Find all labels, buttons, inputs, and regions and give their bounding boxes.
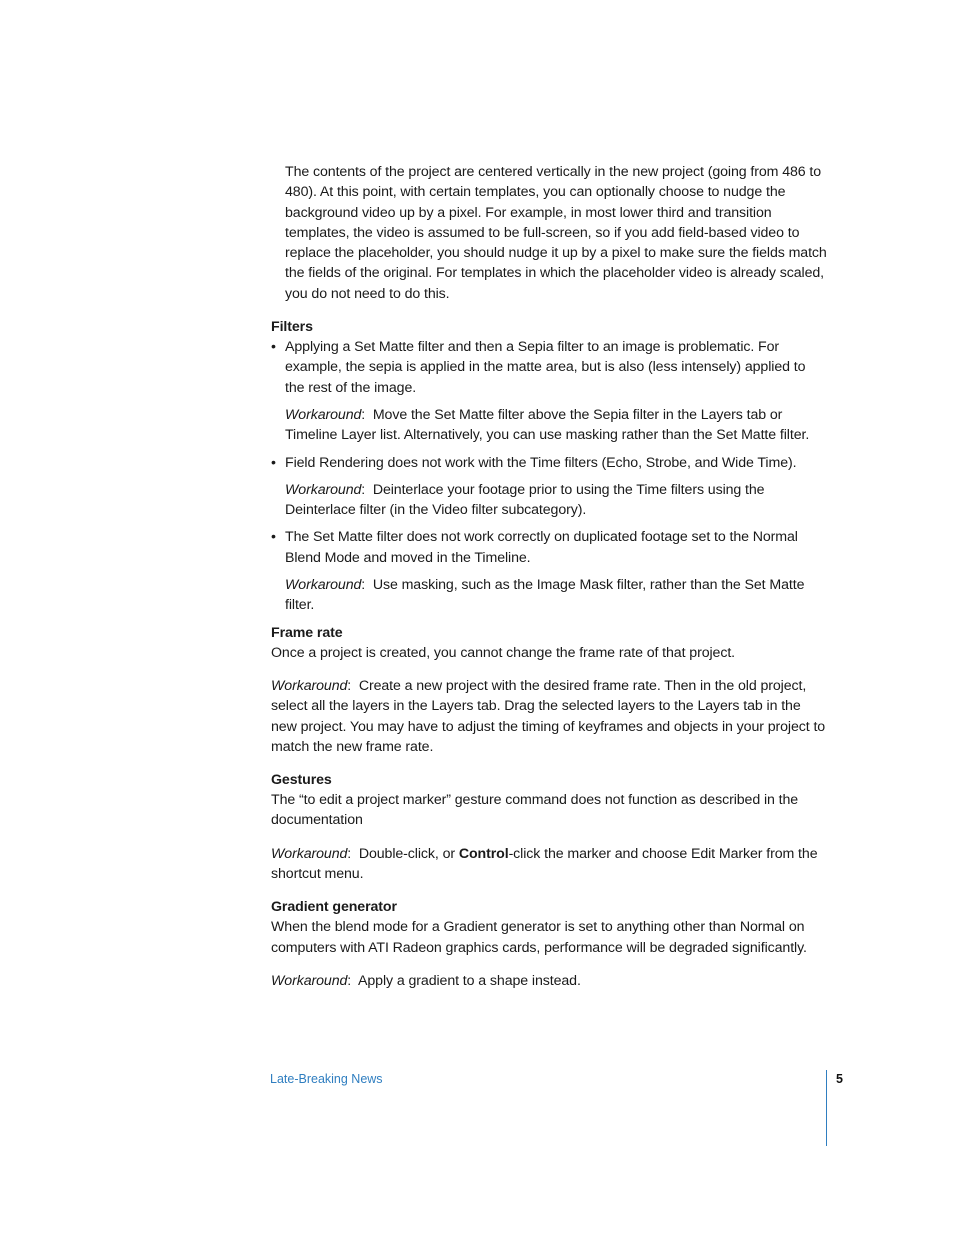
gestures-workaround-after: -click the marker and choose Edit Marker from the shortcut menu. xyxy=(271,845,818,883)
frame-rate-heading: Frame rate xyxy=(271,624,343,641)
filters-item-3 xyxy=(271,527,827,568)
gestures-workaround: Workaround: Double-click, or Control-click the marker and choose Edit Marker from the shortcut menu. xyxy=(271,845,818,883)
filters-heading: Filters xyxy=(271,319,313,336)
gradient-workaround-text: Apply a gradient to a shape instead. xyxy=(358,972,581,989)
page-number: 5 xyxy=(836,1072,843,1086)
bullet-marker: • xyxy=(271,339,276,356)
bullet-marker: • xyxy=(271,529,276,546)
filters-item-2 xyxy=(271,453,827,473)
workaround-label: Workaround xyxy=(271,972,348,989)
gestures-workaround-key: Control xyxy=(458,845,509,862)
filters-item-1-workaround: Workaround: Move the Set Matte filter above the Sepia filter in the Layers tab or Timeline Layer list. Alternatively, you can use masking rather than the Set Matte filter. xyxy=(285,406,810,444)
workaround-label: Workaround xyxy=(285,481,362,498)
filters-item-3-text: The Set Matte filter does not work correctly on duplicated footage set to the Normal Blend Mode and moved in the Timeline. xyxy=(285,529,798,566)
frame-rate-text: Once a project is created, you cannot change the frame rate of that project. xyxy=(271,644,736,661)
gradient-workaround: Workaround: Apply a gradient to a shape instead. xyxy=(271,972,581,989)
filters-item-1-text: Applying a Set Matte filter and then a Sepia filter to an image is problematic. For example, the sepia is applied in the matte area, but is also (less intensely) applied to the rest of the image. xyxy=(285,339,806,396)
gradient-text: When the blend mode for a Gradient generator is set to anything other than Normal on computers with ATI Radeon graphics cards, performance will be degraded significantly. xyxy=(271,919,807,956)
workaround-label: Workaround xyxy=(271,677,348,694)
filters-item-2-workaround: Workaround: Deinterlace your footage prior to using the Time filters using the Deinterlace filter (in the Video filter subcategory). xyxy=(285,481,765,519)
filters-item-2-text: Field Rendering does not work with the Time filters (Echo, Strobe, and Wide Time). xyxy=(285,454,797,471)
filters-item-1 xyxy=(271,337,827,398)
frame-rate-workaround: Workaround: Create a new project with the desired frame rate. Then in the old project, select all the layers in the Layers tab. Drag the selected layers to the Layers tab in the new project. You may have to adjust the timing of keyframes and objects in your project to match the new frame rate. xyxy=(271,677,826,755)
filters-section xyxy=(271,317,827,616)
intro-paragraph: The contents of the project are centered vertically in the new project (going from 486 to 480). At this point, with certain templates, you can optionally choose to nudge the background video up by a pixel. For example, in most lower third and transition templates, the video is assumed to be full-screen, so if you add field-based video to replace the placeholder, you should nudge it up by a pixel to make sure the fields match the fields of the original. For templates in which the placeholder video is already scaled, you do not need to do this. xyxy=(285,164,827,302)
frame-rate-workaround-text: Create a new project with the desired frame rate. Then in the old project, select all the layers in the Layers tab. Drag the selected layers to the Layers tab in the new project. You may have to adjust the timing of keyframes and objects in your project to match the new frame rate. xyxy=(271,677,826,755)
gestures-section xyxy=(271,770,827,884)
workaround-label: Workaround xyxy=(285,577,362,594)
filters-item-3-workaround-text: Use masking, such as the Image Mask filter, rather than the Set Matte filter. xyxy=(285,577,805,614)
gradient-section xyxy=(271,897,827,991)
filters-item-2-workaround-text: Deinterlace your footage prior to using the Time filters using the Deinterlace filter (in the Video filter subcategory). xyxy=(285,481,765,519)
frame-rate-section xyxy=(271,623,827,757)
bullet-marker: • xyxy=(271,454,276,471)
gestures-workaround-before: Double-click, or xyxy=(358,845,459,862)
footer-title: Late-Breaking News xyxy=(270,1072,383,1086)
gradient-heading: Gradient generator xyxy=(271,899,397,916)
filters-item-3-workaround: Workaround: Use masking, such as the Image Mask filter, rather than the Set Matte filter. xyxy=(285,577,805,614)
footer-divider xyxy=(826,1070,827,1146)
workaround-label: Workaround xyxy=(285,406,362,423)
gestures-heading: Gestures xyxy=(271,772,332,789)
filters-item-1-workaround-text: Move the Set Matte filter above the Sepia filter in the Layers tab or Timeline Layer list. Alternatively, you can use masking rather than the Set Matte filter. xyxy=(285,406,810,444)
workaround-label: Workaround xyxy=(271,845,348,862)
body-column xyxy=(271,162,827,991)
gestures-text: The “to edit a project marker” gesture command does not function as described in the documentation xyxy=(271,792,799,829)
